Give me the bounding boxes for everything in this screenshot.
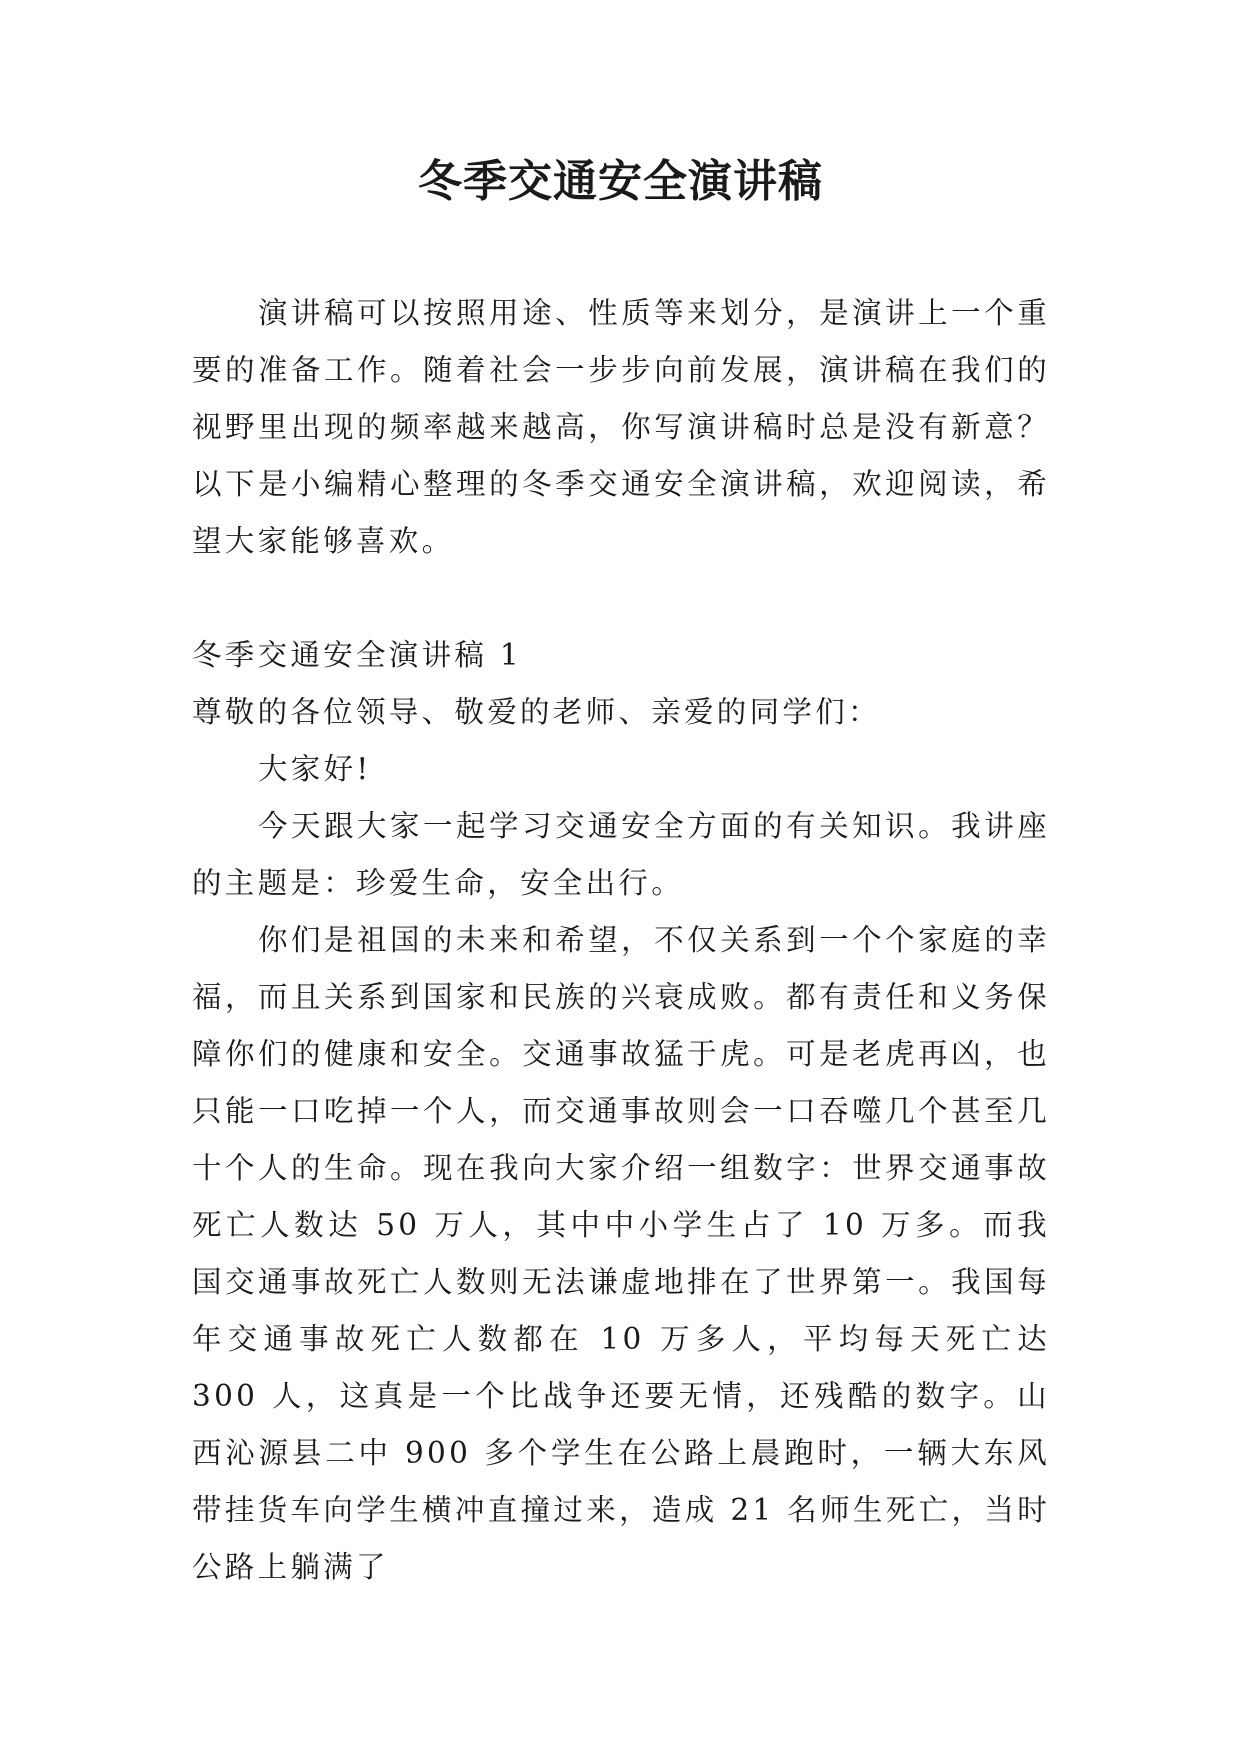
- paragraph-spacer: [192, 570, 1050, 627]
- document-body: [192, 285, 1050, 1596]
- section-heading: 冬季交通安全演讲稿 1: [192, 638, 522, 672]
- document-title: 冬季交通安全演讲稿: [418, 156, 823, 207]
- greeting: 大家好!: [258, 752, 372, 786]
- body-paragraph-2: 你们是祖国的未来和希望，不仅关系到一个个家庭的幸福，而且关系到国家和民族的兴衰成败。都有责任和义务保障你们的健康和安全。交通事故猛于虎。可是老虎再凶，也只能一口吃掉一个人，而交通事故则会一口吞噬几个甚至几十个人的生命。现在我向大家介绍一组数字：世界交通事故死亡人数达 50 万人，其中中小学生占了 10 万多。而我国交通事故死亡人数则无法谦虚地排在了世界第一。我国每年交通事故死亡人数都在 10 万多人，平均每天死亡达 300 人，这真是一个比战争还要无情，还残酷的数字。山西沁源县二中 900 多个学生在公路上晨跑时，一辆大东风带挂货车向学生横冲直撞过来，造成 21 名师生死亡，当时公路上躺满了: [192, 923, 1050, 1584]
- salutation: 尊敬的各位领导、敬爱的老师、亲爱的同学们：: [192, 695, 881, 729]
- body-paragraph-1: 今天跟大家一起学习交通安全方面的有关知识。我讲座的主题是：珍爱生命，安全出行。: [192, 809, 1050, 900]
- intro-paragraph: 演讲稿可以按照用途、性质等来划分，是演讲上一个重要的准备工作。随着社会一步步向前发展，演讲稿在我们的视野里出现的频率越来越高，你写演讲稿时总是没有新意？以下是小编精心整理的冬季交通安全演讲稿，欢迎阅读，希望大家能够喜欢。: [192, 296, 1050, 558]
